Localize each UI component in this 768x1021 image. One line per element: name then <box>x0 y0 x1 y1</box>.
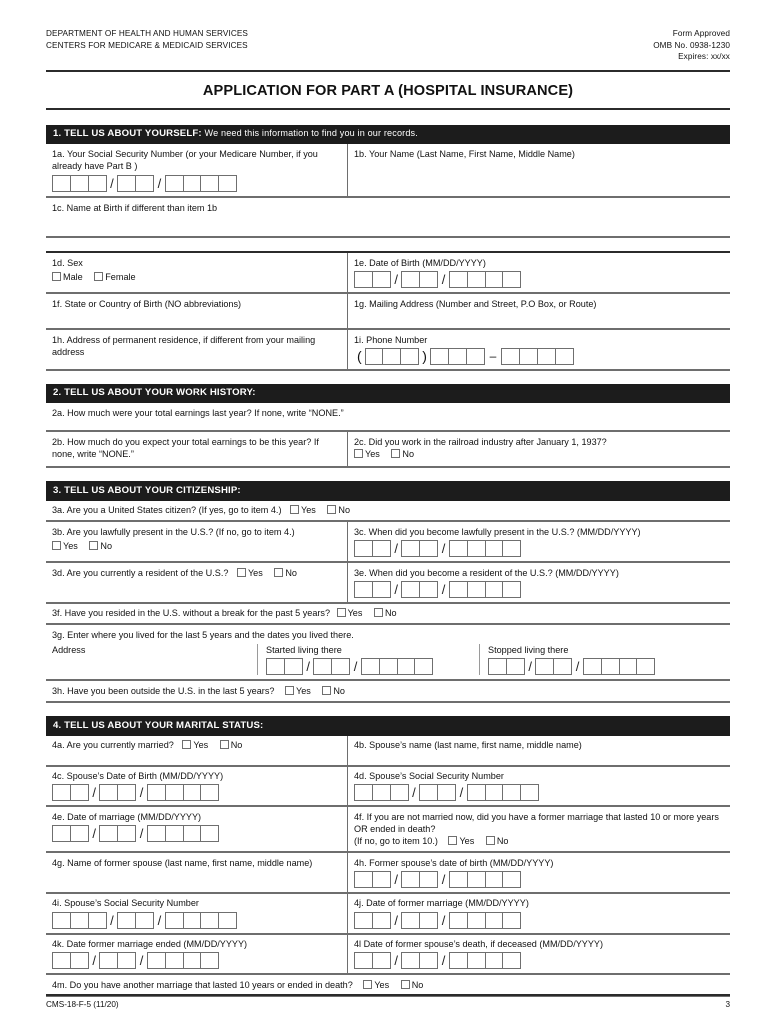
field-4f-former-marriage <box>348 807 730 851</box>
month-group[interactable] <box>266 658 303 675</box>
slash-separator: / <box>92 785 96 801</box>
slash-separator: / <box>441 272 446 287</box>
field-3f-resided-5-years <box>46 604 730 624</box>
row-4g-4h <box>46 853 730 894</box>
footer-bar <box>46 996 730 1009</box>
slash-separator: / <box>575 659 580 675</box>
label-3g-address: Address <box>52 645 86 656</box>
omb-block <box>653 28 730 63</box>
month-group[interactable] <box>52 952 89 969</box>
ssn-group-group[interactable] <box>419 784 456 801</box>
slash-separator: / <box>394 541 398 557</box>
field-1d-sex <box>46 253 348 292</box>
field-3d-resident <box>46 563 348 602</box>
label-1b: 1b. Your Name (Last Name, First Name, Middle Name) <box>354 148 575 159</box>
yes-label: Yes <box>374 979 390 990</box>
label-4h: 4h. Former spouse’s date of birth (MM/DD/YYYY) <box>354 857 554 868</box>
spacer <box>46 703 730 716</box>
ssn-input-4d[interactable] <box>354 784 539 801</box>
checkbox-icon[interactable] <box>327 505 336 514</box>
date-input-4h[interactable] <box>354 871 521 888</box>
field-2c-railroad <box>348 432 730 466</box>
month-group[interactable] <box>354 912 391 929</box>
row-1d-1e <box>46 253 730 294</box>
row-4i-4j <box>46 894 730 935</box>
field-3c-date-lawful <box>348 522 730 561</box>
ssn-area-group[interactable] <box>52 175 107 192</box>
field-3h-outside-us <box>46 681 730 701</box>
checkbox-icon[interactable] <box>448 836 457 845</box>
year-group[interactable] <box>449 271 521 288</box>
date-input-4e[interactable] <box>52 825 219 842</box>
section-3-title: 3. TELL US ABOUT YOUR CITIZENSHIP: <box>53 484 241 496</box>
slash-separator: / <box>394 272 398 287</box>
field-1c-birth-name[interactable] <box>46 198 730 236</box>
field-2b-expected-earnings[interactable] <box>46 432 348 466</box>
label-4m: 4m. Do you have another marriage that lasted 10 years or ended in death? <box>52 979 353 990</box>
slash-separator: / <box>157 912 162 928</box>
form-identifier: CMS-18-F-5 (11/20) <box>46 1000 119 1009</box>
checkbox-4f-no[interactable] <box>486 835 509 847</box>
yes-label: Yes <box>459 836 475 847</box>
day-group[interactable] <box>99 784 136 801</box>
checkbox-icon[interactable] <box>401 980 410 989</box>
slash-separator: / <box>441 912 446 928</box>
field-4a-currently-married <box>46 736 348 765</box>
label-2c: 2c. Did you work in the railroad industry after January 1, 1937? <box>354 436 607 447</box>
ssn-serial-group[interactable] <box>467 784 539 801</box>
slash-separator: / <box>459 785 464 801</box>
month-group[interactable] <box>354 271 391 288</box>
day-group[interactable] <box>99 952 136 969</box>
slash-separator: / <box>441 953 446 969</box>
agency-block <box>46 28 248 51</box>
month-group[interactable] <box>488 658 525 675</box>
slash-separator: / <box>139 953 144 969</box>
checkbox-4a-yes[interactable] <box>182 739 208 751</box>
checkbox-3d-yes[interactable] <box>237 567 263 579</box>
label-4b: 4b. Spouse’s name (last name, first name, middle name) <box>354 740 582 751</box>
label-3g: 3g. Enter where you lived for the last 5 years and the dates you lived there. <box>52 629 354 640</box>
year-group[interactable] <box>449 540 521 557</box>
field-4i-spouse-ssn <box>46 894 348 933</box>
omb-number: OMB No. 0938-1230 <box>653 40 730 50</box>
field-4e-date-marriage <box>46 807 348 851</box>
row-1h-1i <box>46 330 730 371</box>
label-2b: 2b. How much do you expect your total earnings to be this year? If none, write “NONE.” <box>52 436 319 459</box>
page-header <box>46 28 730 63</box>
yes-label: Yes <box>63 541 78 552</box>
spacer <box>46 371 730 384</box>
row-2b-2c <box>46 432 730 468</box>
label-4a: 4a. Are you currently married? <box>52 740 174 751</box>
checkbox-4f-yes[interactable] <box>448 835 474 847</box>
day-group[interactable] <box>401 912 438 929</box>
date-input-4c[interactable] <box>52 784 219 801</box>
field-3g-residence-history <box>46 625 730 679</box>
prefix-group[interactable] <box>430 348 485 365</box>
spacer <box>46 110 730 125</box>
label-1i: 1i. Phone Number <box>354 334 428 345</box>
checkbox-3f-yes[interactable] <box>337 607 363 619</box>
residence-address-input[interactable] <box>52 644 257 656</box>
slash-separator: / <box>394 581 398 597</box>
checkbox-icon[interactable] <box>220 740 229 749</box>
day-group[interactable] <box>401 540 438 557</box>
yes-label: Yes <box>365 448 380 459</box>
row-3g <box>46 625 730 681</box>
checkbox-icon[interactable] <box>486 836 495 845</box>
date-input-stopped[interactable] <box>488 658 655 675</box>
ssn-serial-group[interactable] <box>165 912 237 929</box>
checkbox-icon[interactable] <box>89 541 98 550</box>
label-1h: 1h. Address of permanent residence, if different from your mailing address <box>52 334 316 357</box>
slash-separator: / <box>110 176 114 192</box>
page-footer <box>46 994 730 1009</box>
row-4k-4l <box>46 935 730 976</box>
yes-label: Yes <box>247 567 263 578</box>
yes-label: Yes <box>301 505 316 516</box>
year-group[interactable] <box>449 871 521 888</box>
row-3d-3e <box>46 563 730 604</box>
checkbox-icon[interactable] <box>322 686 331 695</box>
label-1a: 1a. Your Social Security Number (or your Medicare Number, if you already have Part B ) <box>52 148 318 172</box>
label-1c: 1c. Name at Birth if different than item 1b <box>52 202 218 213</box>
checkbox-4m-yes[interactable] <box>363 979 389 991</box>
label-3b: 3b. Are you lawfully present in the U.S.? (If no, go to item 4.) <box>52 526 295 537</box>
field-2a-earnings-last-year[interactable] <box>46 403 730 430</box>
year-group[interactable] <box>449 912 521 929</box>
label-4f: 4f. If you are not married now, did you have a former marriage that lasted 10 or more years OR ended in death? <box>354 811 719 834</box>
field-4b-spouse-name[interactable] <box>348 736 730 765</box>
label-4l: 4l Date of former spouse’s death, if deceased (MM/DD/YYYY) <box>354 939 604 950</box>
residence-start-block <box>257 644 479 675</box>
field-4j-date-former-marriage <box>348 894 730 933</box>
yes-label: Yes <box>347 608 363 619</box>
day-group[interactable] <box>401 271 438 288</box>
field-4g-former-spouse-name[interactable] <box>46 853 348 892</box>
label-4j: 4j. Date of former marriage (MM/DD/YYYY) <box>354 898 529 909</box>
field-3b-lawfully-present <box>46 522 348 561</box>
date-input-4l[interactable] <box>354 952 521 969</box>
day-group[interactable] <box>313 658 350 675</box>
checkbox-3f-no[interactable] <box>374 607 397 619</box>
field-4c-spouse-dob <box>46 767 348 806</box>
year-group[interactable] <box>147 952 219 969</box>
date-input-3e[interactable] <box>354 581 521 598</box>
residence-stop-block <box>479 644 724 675</box>
checkbox-icon[interactable] <box>391 449 400 458</box>
field-4m-another-marriage <box>46 975 730 995</box>
checkbox-female[interactable] <box>94 271 135 283</box>
field-1i-phone <box>348 330 730 369</box>
date-input-4j[interactable] <box>354 912 521 929</box>
field-3e-date-resident <box>348 563 730 602</box>
checkbox-icon[interactable] <box>52 272 61 281</box>
year-group[interactable] <box>147 784 219 801</box>
yes-label: Yes <box>295 685 311 696</box>
label-1g: 1g. Mailing Address (Number and Street, P.O Box, or Route) <box>354 298 597 309</box>
slash-separator: / <box>139 825 144 841</box>
label-1f: 1f. State or Country of Birth (NO abbreviations) <box>52 298 242 309</box>
checkbox-3a-yes[interactable] <box>290 504 316 516</box>
field-1g-mailing-address[interactable] <box>348 294 730 328</box>
slash-separator: / <box>157 176 162 192</box>
date-input-3c[interactable] <box>354 540 521 557</box>
row-1f-1g <box>46 294 730 330</box>
no-label: No <box>402 448 414 459</box>
residence-history-grid <box>52 644 724 675</box>
checkbox-male-label: Male <box>63 272 83 282</box>
label-3c: 3c. When did you become lawfully present in the U.S.? (MM/DD/YYYY) <box>354 526 641 537</box>
field-4l-spouse-death-date <box>348 935 730 974</box>
year-group[interactable] <box>583 658 655 675</box>
label-3h: 3h. Have you been outside the U.S. in the last 5 years? <box>52 685 275 696</box>
label-1e: 1e. Date of Birth (MM/DD/YYYY) <box>354 257 486 268</box>
ssn-group-group[interactable] <box>117 175 154 192</box>
label-2a: 2a. How much were your total earnings last year? If none, write “NONE.” <box>52 407 344 418</box>
field-1h-permanent-address[interactable] <box>46 330 348 369</box>
label-4d: 4d. Spouse’s Social Security Number <box>354 771 504 782</box>
checkbox-3d-no[interactable] <box>274 567 297 579</box>
label-3d: 3d. Are you currently a resident of the U.S.? <box>52 567 229 578</box>
no-label: No <box>411 979 424 990</box>
no-label: No <box>338 505 351 516</box>
yes-label: Yes <box>193 740 209 751</box>
slash-separator: / <box>441 581 446 597</box>
month-group[interactable] <box>354 540 391 557</box>
year-group[interactable] <box>449 581 521 598</box>
day-group[interactable] <box>401 581 438 598</box>
month-group[interactable] <box>354 952 391 969</box>
ssn-group-group[interactable] <box>117 912 154 929</box>
row-3a <box>46 501 730 523</box>
field-1a-ssn <box>46 144 348 196</box>
spacer <box>46 468 730 481</box>
checkbox-icon[interactable] <box>94 272 103 281</box>
date-input-4k[interactable] <box>52 952 219 969</box>
section-4-title: 4. TELL US ABOUT YOUR MARITAL STATUS: <box>53 719 264 731</box>
no-label: No <box>384 608 397 619</box>
year-group[interactable] <box>449 952 521 969</box>
no-label: No <box>230 740 243 751</box>
no-label: No <box>333 685 345 696</box>
label-stopped-living: Stopped living there <box>488 645 569 656</box>
slash-separator: / <box>139 785 144 801</box>
section-4-header <box>46 716 730 736</box>
checkbox-2c-yes[interactable] <box>354 448 380 460</box>
slash-separator: / <box>412 785 416 801</box>
checkbox-icon[interactable] <box>237 568 246 577</box>
no-label: No <box>496 836 509 847</box>
field-4d-spouse-ssn <box>348 767 730 806</box>
checkbox-3b-yes[interactable] <box>52 540 78 552</box>
field-1e-dob <box>348 253 730 292</box>
slash-separator: / <box>394 953 398 969</box>
row-3f <box>46 604 730 626</box>
form-approved-label: Form Approved <box>672 29 730 38</box>
month-group[interactable] <box>52 784 89 801</box>
field-4h-former-spouse-dob <box>348 853 730 892</box>
slash-separator: / <box>92 953 96 969</box>
close-paren: ) <box>422 348 427 365</box>
day-group[interactable] <box>401 952 438 969</box>
row-4a-4b <box>46 736 730 767</box>
row-3b-3c <box>46 522 730 563</box>
checkbox-icon[interactable] <box>285 686 294 695</box>
row-3h <box>46 681 730 703</box>
month-group[interactable] <box>354 871 391 888</box>
ssn-area-group[interactable] <box>52 912 107 929</box>
section-3-header <box>46 481 730 501</box>
checkbox-4a-no[interactable] <box>220 739 243 751</box>
checkbox-icon[interactable] <box>274 568 283 577</box>
checkbox-icon[interactable] <box>182 740 191 749</box>
year-group[interactable] <box>147 825 219 842</box>
dash-separator: – <box>489 349 497 364</box>
ssn-input-4i[interactable] <box>52 912 237 929</box>
date-input-1e[interactable] <box>354 271 521 288</box>
checkbox-icon[interactable] <box>290 505 299 514</box>
day-group[interactable] <box>99 825 136 842</box>
agency-line-2: CENTERS FOR MEDICARE & MEDICAID SERVICES <box>46 40 248 50</box>
checkbox-male[interactable] <box>52 271 83 283</box>
area-code-group[interactable] <box>365 348 420 365</box>
field-3a-citizen <box>46 501 730 521</box>
checkbox-icon[interactable] <box>354 449 363 458</box>
checkbox-3b-no[interactable] <box>89 540 112 552</box>
slash-separator: / <box>353 659 358 675</box>
line-number-group[interactable] <box>501 348 573 365</box>
month-group[interactable] <box>354 581 391 598</box>
checkbox-female-label: Female <box>105 272 136 282</box>
no-label: No <box>285 567 297 578</box>
label-4i: 4i. Spouse’s Social Security Number <box>52 898 199 909</box>
checkbox-4m-no[interactable] <box>401 979 424 991</box>
checkbox-3h-no[interactable] <box>322 685 345 697</box>
label-4e: 4e. Date of marriage (MM/DD/YYYY) <box>52 811 202 822</box>
label-4c: 4c. Spouse’s Date of Birth (MM/DD/YYYY) <box>52 771 224 782</box>
section-1-subtitle: We need this information to find you in our records. <box>204 128 418 139</box>
section-2-title: 2. TELL US ABOUT YOUR WORK HISTORY: <box>53 387 256 399</box>
no-label: No <box>100 541 112 552</box>
ssn-serial-group[interactable] <box>165 175 237 192</box>
phone-input-1i[interactable] <box>354 348 574 365</box>
label-4k: 4k. Date former marriage ended (MM/DD/YYYY) <box>52 939 248 950</box>
day-group[interactable] <box>535 658 572 675</box>
day-group[interactable] <box>401 871 438 888</box>
checkbox-3a-no[interactable] <box>327 504 350 516</box>
omb-expires: Expires: xx/xx <box>678 52 730 62</box>
ssn-area-group[interactable] <box>354 784 409 801</box>
label-started-living: Started living there <box>266 645 342 656</box>
month-group[interactable] <box>52 825 89 842</box>
row-4c-4d <box>46 767 730 808</box>
slash-separator: / <box>441 871 446 887</box>
section-1-title: 1. TELL US ABOUT YOURSELF: <box>53 128 202 140</box>
page-title: APPLICATION FOR PART A (HOSPITAL INSURANCE) <box>202 82 574 99</box>
page-number: 3 <box>725 1000 730 1009</box>
slash-separator: / <box>394 871 398 887</box>
slash-separator: / <box>441 541 446 557</box>
ssn-input-1a[interactable] <box>52 175 237 192</box>
section-2-header <box>46 384 730 404</box>
row-2a <box>46 403 730 432</box>
date-input-started[interactable] <box>266 658 433 675</box>
checkbox-icon[interactable] <box>52 541 61 550</box>
agency-line-1: DEPARTMENT OF HEALTH AND HUMAN SERVICES <box>46 29 248 38</box>
checkbox-icon[interactable] <box>363 980 372 989</box>
row-1a-1b <box>46 144 730 198</box>
label-3a: 3a. Are you a United States citizen? (If yes, go to item 4.) <box>52 505 282 516</box>
slash-separator: / <box>528 659 532 675</box>
label-4g: 4g. Name of former spouse (last name, first name, middle name) <box>52 857 313 868</box>
field-1b-name[interactable] <box>348 144 730 196</box>
label-1d: 1d. Sex <box>52 257 83 268</box>
year-group[interactable] <box>361 658 433 675</box>
spacer <box>46 238 730 251</box>
slash-separator: / <box>92 825 96 841</box>
checkbox-3h-yes[interactable] <box>285 685 311 697</box>
row-4e-4f <box>46 807 730 853</box>
checkbox-2c-no[interactable] <box>391 448 414 460</box>
checkbox-icon[interactable] <box>337 608 346 617</box>
label-3f: 3f. Have you resided in the U.S. without a break for the past 5 years? <box>52 608 331 619</box>
row-1c <box>46 198 730 238</box>
field-4k-marriage-ended <box>46 935 348 974</box>
slash-separator: / <box>110 912 114 928</box>
label-3e: 3e. When did you become a resident of the U.S.? (MM/DD/YYYY) <box>354 567 619 578</box>
slash-separator: / <box>394 912 398 928</box>
slash-separator: / <box>306 659 310 675</box>
section-1-header <box>46 125 730 145</box>
label-4f-note: (If no, go to item 10.) <box>354 836 438 847</box>
open-paren: ( <box>357 348 362 365</box>
checkbox-icon[interactable] <box>374 608 383 617</box>
field-1f-birthplace[interactable] <box>46 294 348 328</box>
